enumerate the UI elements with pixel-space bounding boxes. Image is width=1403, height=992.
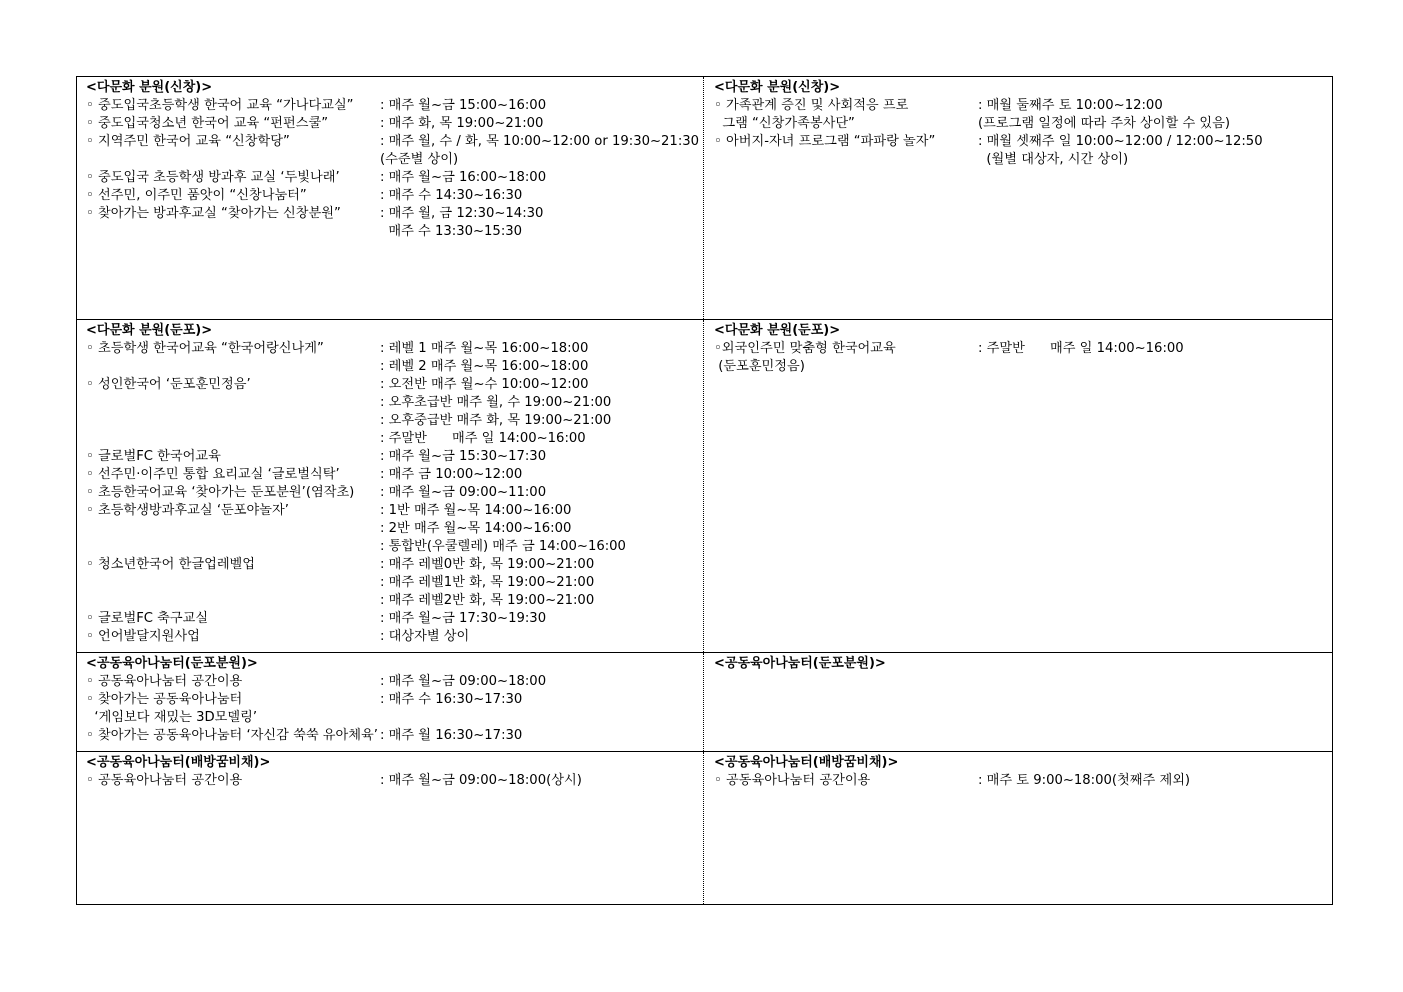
program-label: ◦ 가족관계 증진 및 사회적응 프로 — [714, 98, 909, 113]
program-label: ◦ 중도입국초등학생 한국어 교육 “가나다교실” — [86, 98, 354, 113]
program-schedule: : 매주 화, 목 19:00~21:00 — [380, 116, 544, 131]
program-label: ◦ 성인한국어 ‘둔포훈민정음’ — [86, 377, 251, 392]
program-label — [86, 394, 380, 412]
program-schedule: : 매주 월~금 17:30~19:30 — [380, 611, 547, 626]
program-label: ◦ 중도입국 초등학생 방과후 교실 ‘두빛나래’ — [86, 170, 340, 185]
program-line — [86, 115, 703, 133]
program-label — [86, 538, 380, 556]
program-line — [714, 340, 1332, 358]
program-line — [714, 772, 1332, 790]
program-schedule: : 오전반 매주 월~수 10:00~12:00 — [380, 377, 589, 392]
section-title: <공동육아나눔터(둔포분원)> — [714, 656, 886, 671]
cell-sinchang-weekday — [77, 77, 704, 319]
row-sinchang — [77, 77, 1332, 320]
program-label: ◦ 선주민, 이주민 품앗이 “신창나눔터” — [86, 188, 307, 203]
program-label: ◦ 초등학생방과후교실 ‘둔포야놀자’ — [86, 503, 289, 518]
program-line — [86, 376, 703, 394]
program-schedule: : 매주 레벨1반 화, 목 19:00~21:00 — [380, 575, 595, 590]
program-schedule: (수준별 상이) — [380, 152, 459, 167]
program-schedule: 매주 수 13:30~15:30 — [380, 224, 523, 239]
program-schedule: : 주말반 매주 일 14:00~16:00 — [978, 341, 1184, 356]
program-label: ◦ 초등한국어교육 ‘찾아가는 둔포분원’(염작초) — [86, 485, 355, 500]
program-line — [86, 709, 703, 727]
section-title: <공동육아나눔터(배방꿈비채)> — [86, 755, 271, 770]
cell-dunpo-weekday — [77, 320, 704, 652]
section-title: <다문화 분원(둔포)> — [86, 323, 213, 338]
program-schedule: (월별 대상자, 시간 상이) — [978, 152, 1129, 167]
program-label: ◦ 지역주민 한국어 교육 “신창학당” — [86, 134, 290, 149]
program-label: ◦ 글로벌FC 한국어교육 — [86, 449, 221, 464]
section-title: <공동육아나눔터(둔포분원)> — [86, 656, 258, 671]
program-label — [86, 430, 380, 448]
program-schedule: : 매주 월~금 16:00~18:00 — [380, 170, 547, 185]
program-label: ◦ 글로벌FC 축구교실 — [86, 611, 209, 626]
program-line — [86, 169, 703, 187]
program-schedule: : 매주 토 9:00~18:00(첫째주 제외) — [978, 773, 1191, 788]
program-schedule: : 오후초급반 매주 월, 수 19:00~21:00 — [380, 395, 612, 410]
program-line — [86, 430, 703, 448]
cell-childcare-dunpo-weekend — [704, 653, 1332, 751]
program-line — [86, 358, 703, 376]
program-label: ◦ 찾아가는 방과후교실 “찾아가는 신창분원” — [86, 206, 341, 221]
program-label: ◦ 중도입국청소년 한국어 교육 “펀펀스쿨” — [86, 116, 329, 131]
program-line — [86, 448, 703, 466]
section-title: <다문화 분원(둔포)> — [714, 323, 841, 338]
section-title: <다문화 분원(신창)> — [714, 80, 841, 95]
program-line — [86, 394, 703, 412]
program-label: 그램 “신창가족봉사단” — [714, 116, 855, 131]
program-line — [86, 223, 703, 241]
program-label: ◦ 찾아가는 공동육아나눔터 ‘자신감 쑥쑥 유아체육’ — [86, 728, 378, 743]
program-line — [86, 151, 703, 169]
program-schedule: : 매주 월, 금 12:30~14:30 — [380, 206, 544, 221]
program-line — [86, 592, 703, 610]
program-line — [86, 520, 703, 538]
program-line — [714, 97, 1332, 115]
program-schedule: : 매주 월~금 09:00~11:00 — [380, 485, 547, 500]
program-label — [86, 592, 380, 610]
program-line — [86, 691, 703, 709]
program-label: ◦ 아버지-자녀 프로그램 “파파랑 놀자” — [714, 134, 936, 149]
program-schedule: : 매주 레벨2반 화, 목 19:00~21:00 — [380, 593, 595, 608]
cell-childcare-baebang-weekday — [77, 752, 704, 904]
program-line — [86, 412, 703, 430]
program-schedule: : 대상자별 상이 — [380, 629, 470, 644]
program-schedule: : 매월 둘째주 토 10:00~12:00 — [978, 98, 1163, 113]
program-line — [86, 673, 703, 691]
program-schedule: : 오후중급반 매주 화, 목 19:00~21:00 — [380, 413, 612, 428]
cell-childcare-dunpo-weekday — [77, 653, 704, 751]
program-schedule: : 매주 월~금 09:00~18:00(상시) — [380, 773, 582, 788]
program-schedule: (프로그램 일정에 따라 주차 상이할 수 있음) — [978, 116, 1231, 131]
program-line — [86, 340, 703, 358]
program-line — [86, 556, 703, 574]
program-schedule: : 매월 셋째주 일 10:00~12:00 / 12:00~12:50 — [978, 134, 1263, 149]
program-label — [714, 151, 978, 169]
program-schedule: : 매주 금 10:00~12:00 — [380, 467, 523, 482]
row-childcare-baebang — [77, 752, 1332, 904]
program-line — [714, 151, 1332, 169]
program-schedule: : 매주 월~금 15:00~16:00 — [380, 98, 547, 113]
program-label: ◦ 공동육아나눔터 공간이용 — [86, 773, 243, 788]
program-schedule: : 2반 매주 월~목 14:00~16:00 — [380, 521, 572, 536]
program-label: ◦ 선주민·이주민 통합 요리교실 ‘글로벌식탁’ — [86, 467, 340, 482]
program-schedule: : 매주 수 16:30~17:30 — [380, 692, 523, 707]
schedule-table — [76, 76, 1333, 905]
program-schedule: : 매주 월 16:30~17:30 — [380, 728, 523, 743]
program-schedule: : 매주 월~금 15:30~17:30 — [380, 449, 547, 464]
row-childcare-dunpo — [77, 653, 1332, 752]
program-label — [86, 520, 380, 538]
program-schedule: : 레벨 2 매주 월~목 16:00~18:00 — [380, 359, 589, 374]
program-line — [714, 358, 1332, 376]
program-schedule: : 1반 매주 월~목 14:00~16:00 — [380, 503, 572, 518]
program-label: ◦외국인주민 맞춤형 한국어교육 — [714, 341, 896, 356]
program-line — [86, 727, 703, 745]
cell-dunpo-weekend — [704, 320, 1332, 652]
program-line — [86, 97, 703, 115]
program-label: ◦ 청소년한국어 한글업레벨업 — [86, 557, 256, 572]
program-line — [86, 574, 703, 592]
program-label: ◦ 언어발달지원사업 — [86, 629, 200, 644]
program-label — [86, 358, 380, 376]
program-label: ◦ 찾아가는 공동육아나눔터 — [86, 692, 243, 707]
program-label: ◦ 공동육아나눔터 공간이용 — [714, 773, 871, 788]
program-line — [86, 187, 703, 205]
cell-childcare-baebang-weekend — [704, 752, 1332, 904]
program-line — [86, 628, 703, 646]
program-label: (둔포훈민정음) — [714, 359, 805, 374]
program-schedule: : 레벨 1 매주 월~목 16:00~18:00 — [380, 341, 589, 356]
program-schedule: : 주말반 매주 일 14:00~16:00 — [380, 431, 586, 446]
program-schedule: : 통합반(우쿨렐레) 매주 금 14:00~16:00 — [380, 539, 626, 554]
program-label: ‘게임보다 재밌는 3D모델링’ — [86, 710, 258, 725]
program-schedule: : 매주 월, 수 / 화, 목 10:00~12:00 or 19:30~21:30 — [380, 134, 700, 149]
section-title: <다문화 분원(신창)> — [86, 80, 213, 95]
row-dunpo — [77, 320, 1332, 653]
cell-sinchang-weekend — [704, 77, 1332, 319]
program-schedule: : 매주 월~금 09:00~18:00 — [380, 674, 547, 689]
program-line — [86, 484, 703, 502]
program-line — [86, 538, 703, 556]
program-line — [714, 115, 1332, 133]
program-schedule: : 매주 수 14:30~16:30 — [380, 188, 523, 203]
section-title: <공동육아나눔터(배방꿈비채)> — [714, 755, 899, 770]
program-line — [86, 466, 703, 484]
program-label: ◦ 초등학생 한국어교육 “한국어랑신나게” — [86, 341, 324, 356]
program-line — [86, 502, 703, 520]
program-label: ◦ 공동육아나눔터 공간이용 — [86, 674, 243, 689]
program-line — [86, 610, 703, 628]
program-label — [86, 151, 380, 169]
program-label — [86, 574, 380, 592]
program-line — [86, 772, 703, 790]
program-line — [86, 133, 703, 151]
program-line — [714, 133, 1332, 151]
program-schedule: : 매주 레벨0반 화, 목 19:00~21:00 — [380, 557, 595, 572]
program-label — [86, 412, 380, 430]
program-line — [86, 205, 703, 223]
program-label — [86, 223, 380, 241]
